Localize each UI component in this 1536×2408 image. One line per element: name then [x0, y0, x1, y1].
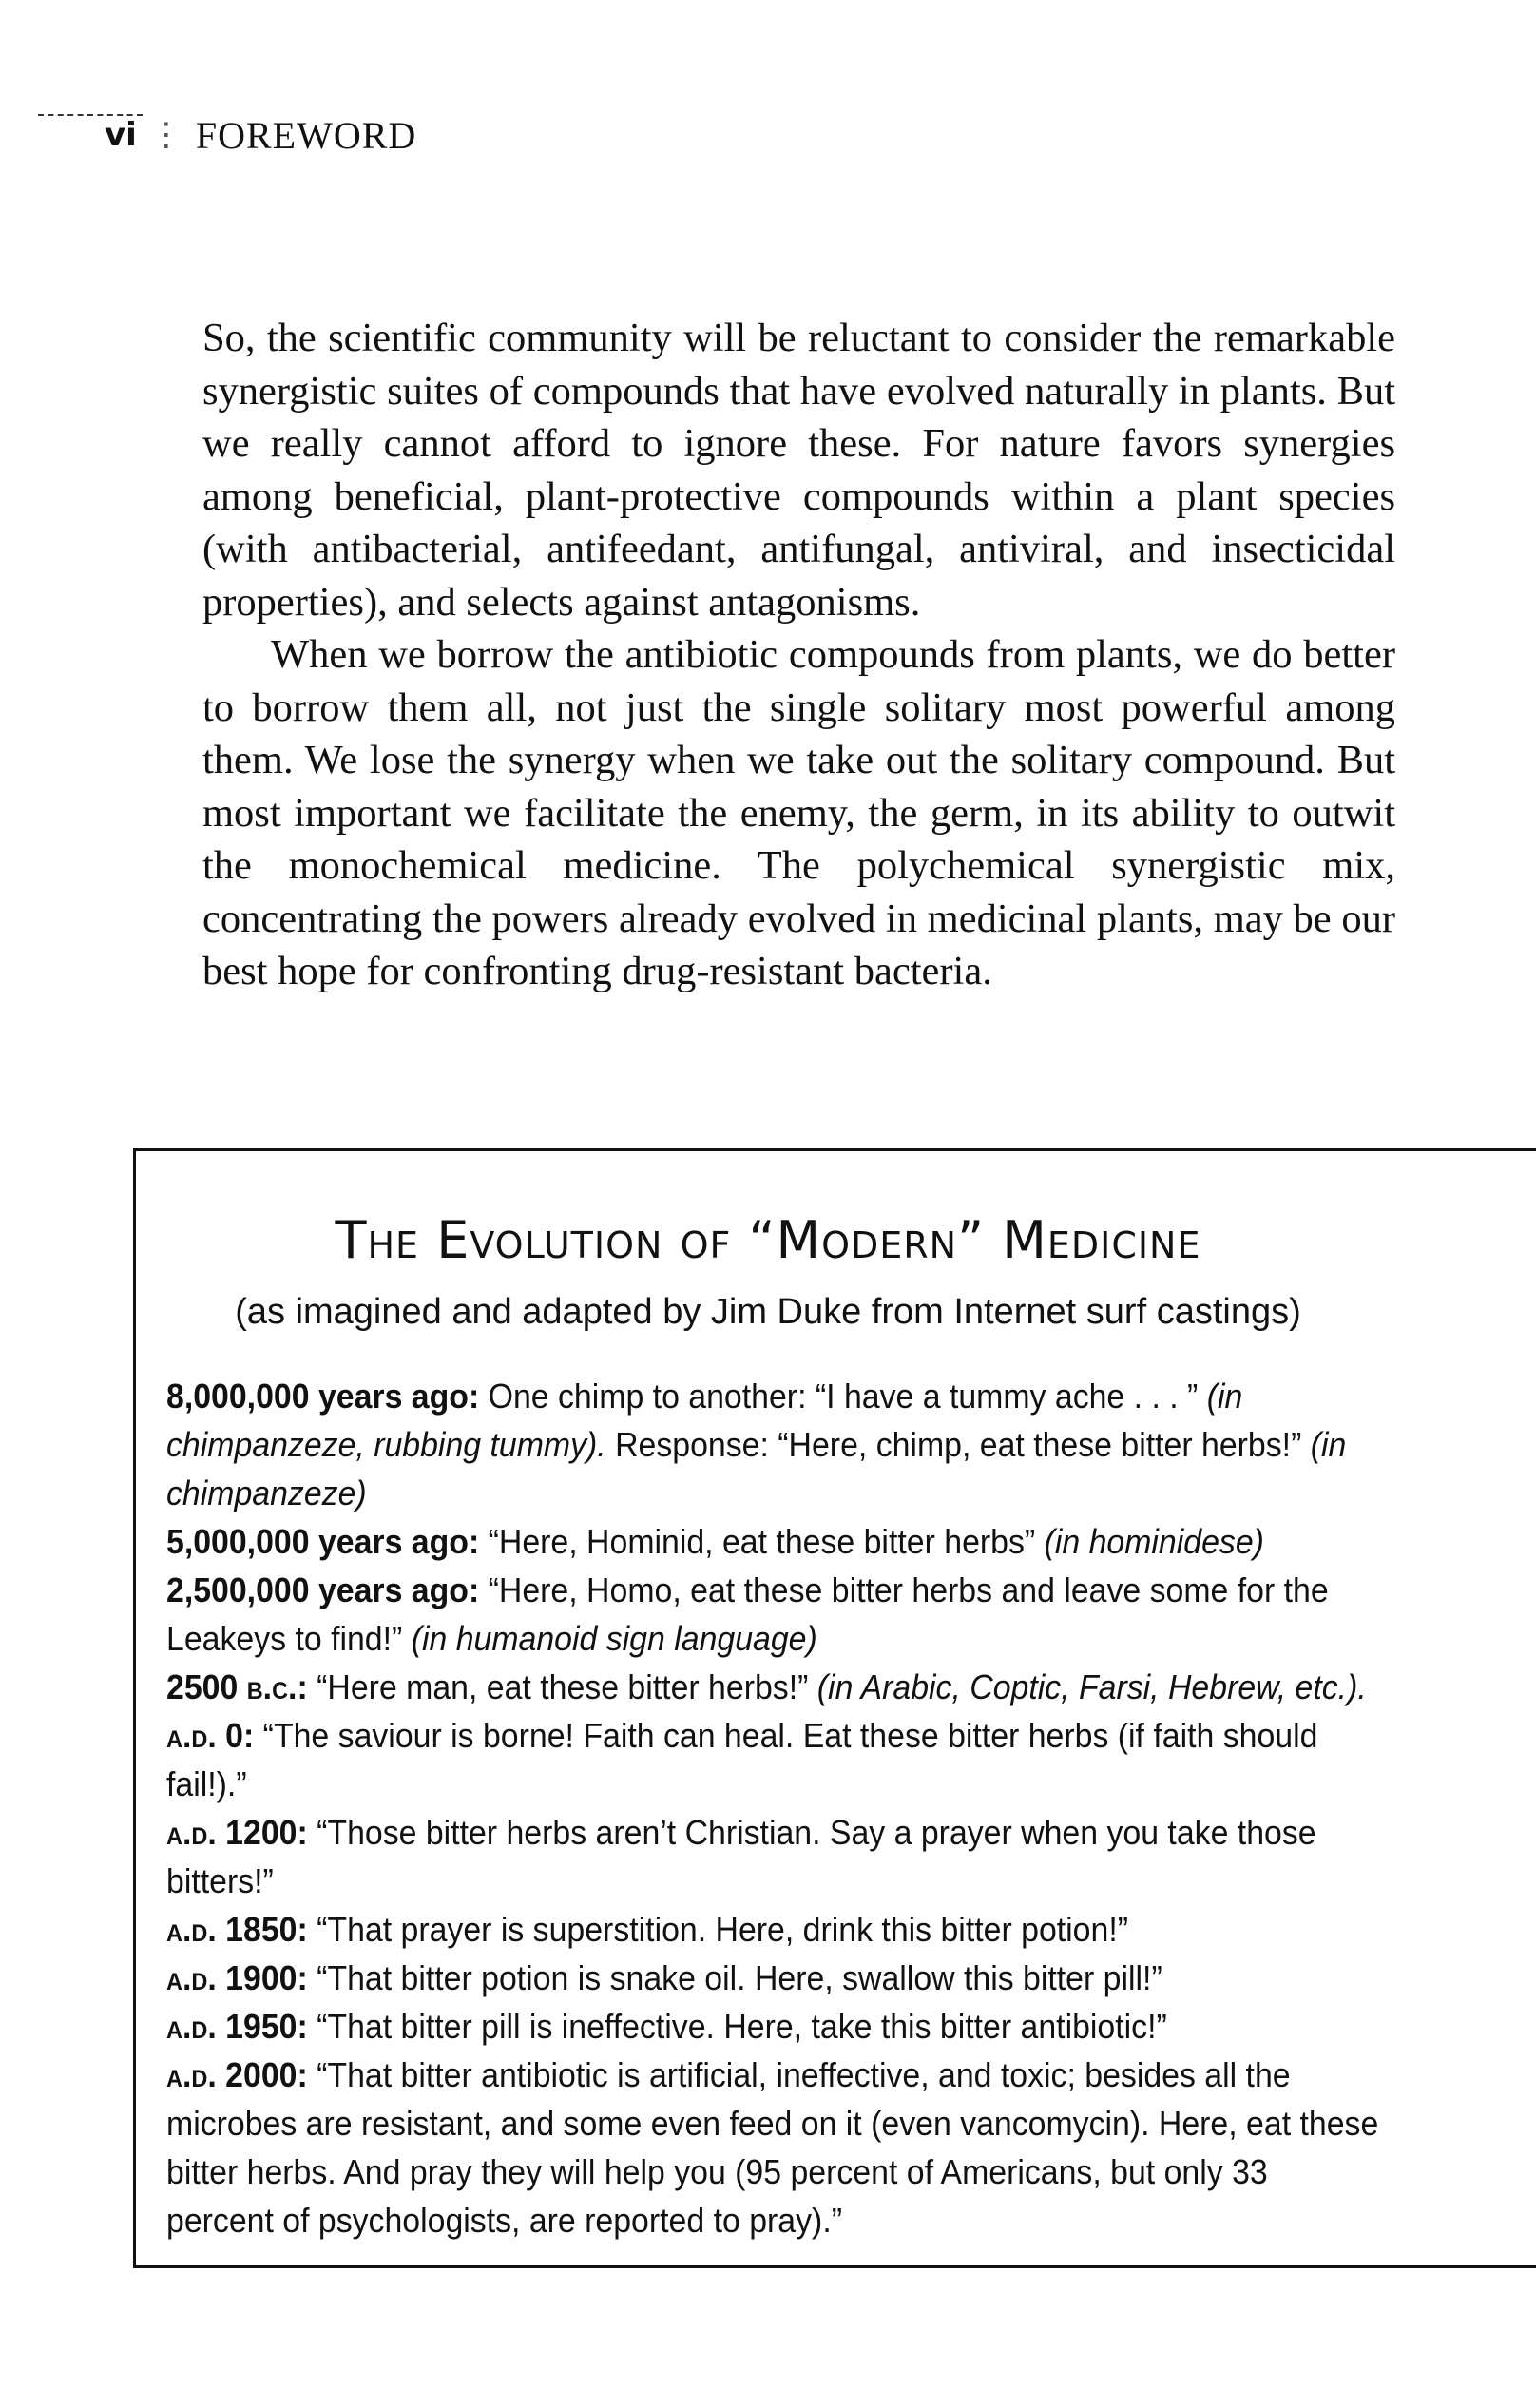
paragraph-2: When we borrow the antibiotic compounds from plants, we do better to borrow them all, not just the single solitary most powerful among them. We lose the synergy when we take out the solitary compound. But most important we facilitate the enemy, the germ, in its ability to outwit the monochemical medicine. The polychemical synergistic mix, concentrating the powers already evolved in medicinal plants, may be our best hope for confronting drug-resistant bacteria. — [202, 632, 1395, 993]
era-prefix: a.d. — [166, 1716, 217, 1755]
header-separator: ⋮ — [149, 118, 182, 153]
entry-era: 2,500,000 years ago: — [166, 1570, 480, 1609]
entry-era: 8,000,000 years ago: — [166, 1377, 480, 1416]
entry-era — [166, 1958, 308, 1997]
era-year: 2500 — [166, 1667, 239, 1706]
main-text — [202, 312, 1395, 998]
era-year: 1200: — [225, 1813, 308, 1852]
era-colon: : — [297, 1667, 308, 1706]
entry-era — [166, 1667, 308, 1706]
sidebar-title: The Evolution of “Modern” Medicine — [335, 1210, 1201, 1270]
entry-era — [166, 1813, 308, 1852]
entry-text: “Here, Hominid, eat these bitter herbs” — [479, 1522, 1045, 1561]
timeline-entry — [166, 2051, 1381, 2244]
entry-era — [166, 2007, 308, 2046]
era-year: 1850: — [225, 1910, 308, 1949]
era-prefix: a.d. — [166, 2055, 217, 2094]
era-prefix: a.d. — [166, 2007, 217, 2046]
timeline-entry — [166, 1905, 1381, 1954]
page-header — [38, 106, 416, 164]
timeline-entry — [166, 1711, 1381, 1808]
running-head: FOREWORD — [195, 113, 417, 157]
paragraph-1: So, the scientific community will be reluctant to consider the remarkable synergistic suites of compounds that have evolved naturally in plants. But we really cannot afford to ignore these. For nature favors synergies among beneficial, plant-protective compounds within a plant species (with antibacterial, antifeedant, antifungal, antiviral, and insecticidal properties), and selects against antagonisms. — [202, 316, 1395, 625]
timeline-entry — [166, 1566, 1381, 1663]
timeline-entry — [166, 1954, 1381, 2002]
entry-text: Response: “Here, chimp, eat these bitter herbs!” — [605, 1425, 1311, 1464]
era-prefix: a.d. — [166, 1958, 217, 1997]
entry-era — [166, 2055, 308, 2094]
timeline — [166, 1372, 1381, 2244]
timeline-entry — [166, 1663, 1381, 1711]
era-year: 0: — [225, 1716, 255, 1755]
entry-note: (in hominidese) — [1044, 1522, 1264, 1561]
era-year: 1950: — [225, 2007, 308, 2046]
era-year: 2000: — [225, 2055, 308, 2094]
entry-text: One chimp to another: “I have a tummy ache . . . ” — [479, 1377, 1207, 1416]
timeline-entry — [166, 2002, 1381, 2051]
entry-note: (in Arabic, Coptic, Farsi, Hebrew, etc.). — [816, 1667, 1367, 1706]
sidebar-box — [133, 1148, 1536, 2268]
entry-note: (in humanoid sign language) — [411, 1619, 817, 1658]
era-prefix: a.d. — [166, 1813, 217, 1852]
entry-text: “Those bitter herbs aren’t Christian. Say a prayer when you take those bitters!” — [166, 1813, 1316, 1900]
page-number: vi — [105, 116, 137, 154]
entry-note: (in chimpanzeze) — [166, 1425, 1347, 1512]
timeline-entry — [166, 1808, 1381, 1905]
entry-era — [166, 1716, 254, 1755]
era-year: 1900: — [225, 1958, 308, 1997]
entry-text: “That bitter pill is ineffective. Here, take this bitter antibiotic!” — [307, 2007, 1167, 2046]
entry-text: “That bitter antibiotic is artificial, ineffective, and toxic; besides all the microbes are resistant, and some even feed on it (even vancomycin). Here, eat these bitter herbs. And pray they will help you (95 percent of Americans, but only 33 percent of psychologists, are reported to pray).” — [166, 2055, 1379, 2240]
entry-text: “The saviour is borne! Faith can heal. Eat these bitter herbs (if faith should fail!).” — [166, 1716, 1318, 1803]
entry-era — [166, 1910, 308, 1949]
entry-note: (in chimpanzeze, rubbing tummy). — [166, 1377, 1243, 1464]
era-prefix: a.d. — [166, 1910, 217, 1949]
entry-text: “Here man, eat these bitter herbs!” — [307, 1667, 817, 1706]
timeline-entry — [166, 1517, 1381, 1566]
entry-era: 5,000,000 years ago: — [166, 1522, 480, 1561]
timeline-entry — [166, 1372, 1381, 1517]
sidebar-subtitle: (as imagined and adapted by Jim Duke from Internet surf castings) — [235, 1292, 1301, 1332]
era-suffix: b.c. — [246, 1667, 298, 1706]
entry-text: “That bitter potion is snake oil. Here, swallow this bitter pill!” — [307, 1958, 1162, 1997]
entry-text: “That prayer is superstition. Here, drink this bitter potion!” — [307, 1910, 1128, 1949]
entry-text: “Here, Homo, eat these bitter herbs and leave some for the Leakeys to find!” — [166, 1570, 1329, 1658]
